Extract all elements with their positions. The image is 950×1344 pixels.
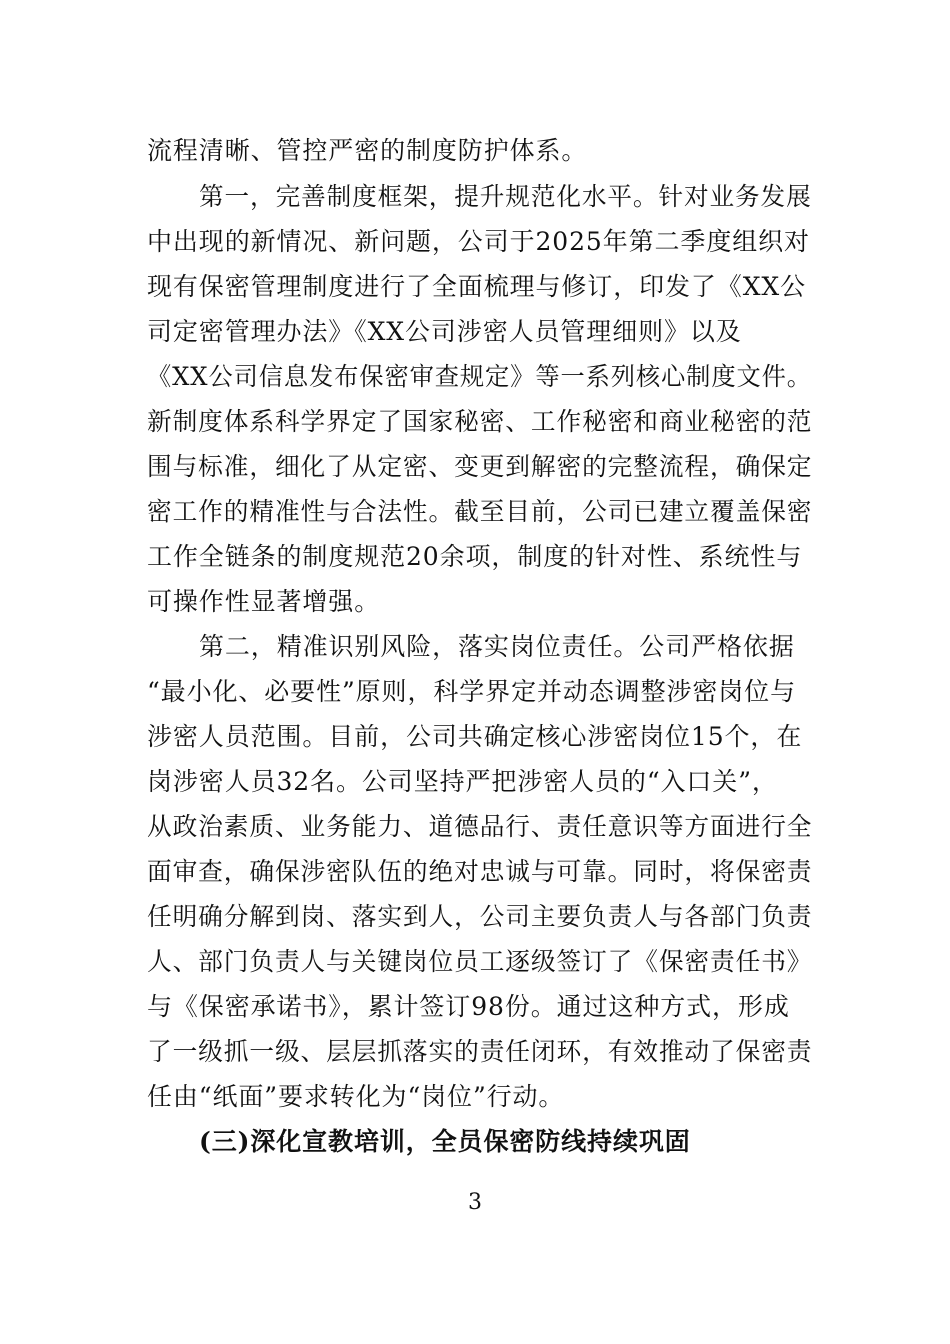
body-text-line: 人、部门负责人与关键岗位员工逐级签订了《保密责任书》 — [147, 947, 813, 976]
section-heading: (三)深化宣教培训，全员保密防线持续巩固 — [199, 1127, 691, 1156]
body-text-line: 司定密管理办法》《XX公司涉密人员管理细则》以及 — [147, 317, 742, 346]
paragraph-first-line: 第二，精准识别风险，落实岗位责任。公司严格依据 — [199, 632, 795, 661]
body-text-line: 密工作的精准性与合法性。截至目前，公司已建立覆盖保密 — [147, 497, 813, 526]
body-text-line: “最小化、必要性”原则，科学界定并动态调整涉密岗位与 — [147, 677, 796, 706]
body-text-line: 流程清晰、管控严密的制度防护体系。 — [147, 136, 588, 165]
body-text-line: 从政治素质、业务能力、道德品行、责任意识等方面进行全 — [147, 812, 813, 841]
body-text-line: 涉密人员范围。目前，公司共确定核心涉密岗位15个，在 — [147, 722, 803, 751]
body-text-line: 工作全链条的制度规范20余项，制度的针对性、系统性与 — [147, 542, 803, 571]
paragraph-first-line: 第一，完善制度框架，提升规范化水平。针对业务发展 — [199, 182, 812, 211]
body-text-line: 现有保密管理制度进行了全面梳理与修订，印发了《XX公 — [147, 272, 806, 301]
body-text-line: 任由“纸面”要求转化为“岗位”行动。 — [147, 1082, 565, 1111]
body-text-line: 了一级抓一级、层层抓落实的责任闭环，有效推动了保密责 — [147, 1037, 813, 1066]
body-text-line: 面审查，确保涉密队伍的绝对忠诚与可靠。同时，将保密责 — [147, 857, 813, 886]
body-text-line: 新制度体系科学界定了国家秘密、工作秘密和商业秘密的范 — [147, 407, 813, 436]
body-text-line: 岗涉密人员32名。公司坚持严把涉密人员的“入口关”， — [147, 767, 778, 796]
body-text-line: 可操作性显著增强。 — [147, 587, 381, 616]
page-number: 3 — [468, 1190, 482, 1215]
body-text-line: 《XX公司信息发布保密审查规定》等一系列核心制度文件。 — [147, 362, 812, 391]
body-text-line: 中出现的新情况、新问题，公司于2025年第二季度组织对 — [147, 227, 810, 256]
body-text-line: 与《保密承诺书》，累计签订98份。通过这种方式，形成 — [147, 992, 790, 1021]
body-text-line: 任明确分解到岗、落实到人，公司主要负责人与各部门负责 — [147, 902, 813, 931]
body-text-line: 围与标准，细化了从定密、变更到解密的完整流程，确保定 — [147, 452, 813, 481]
